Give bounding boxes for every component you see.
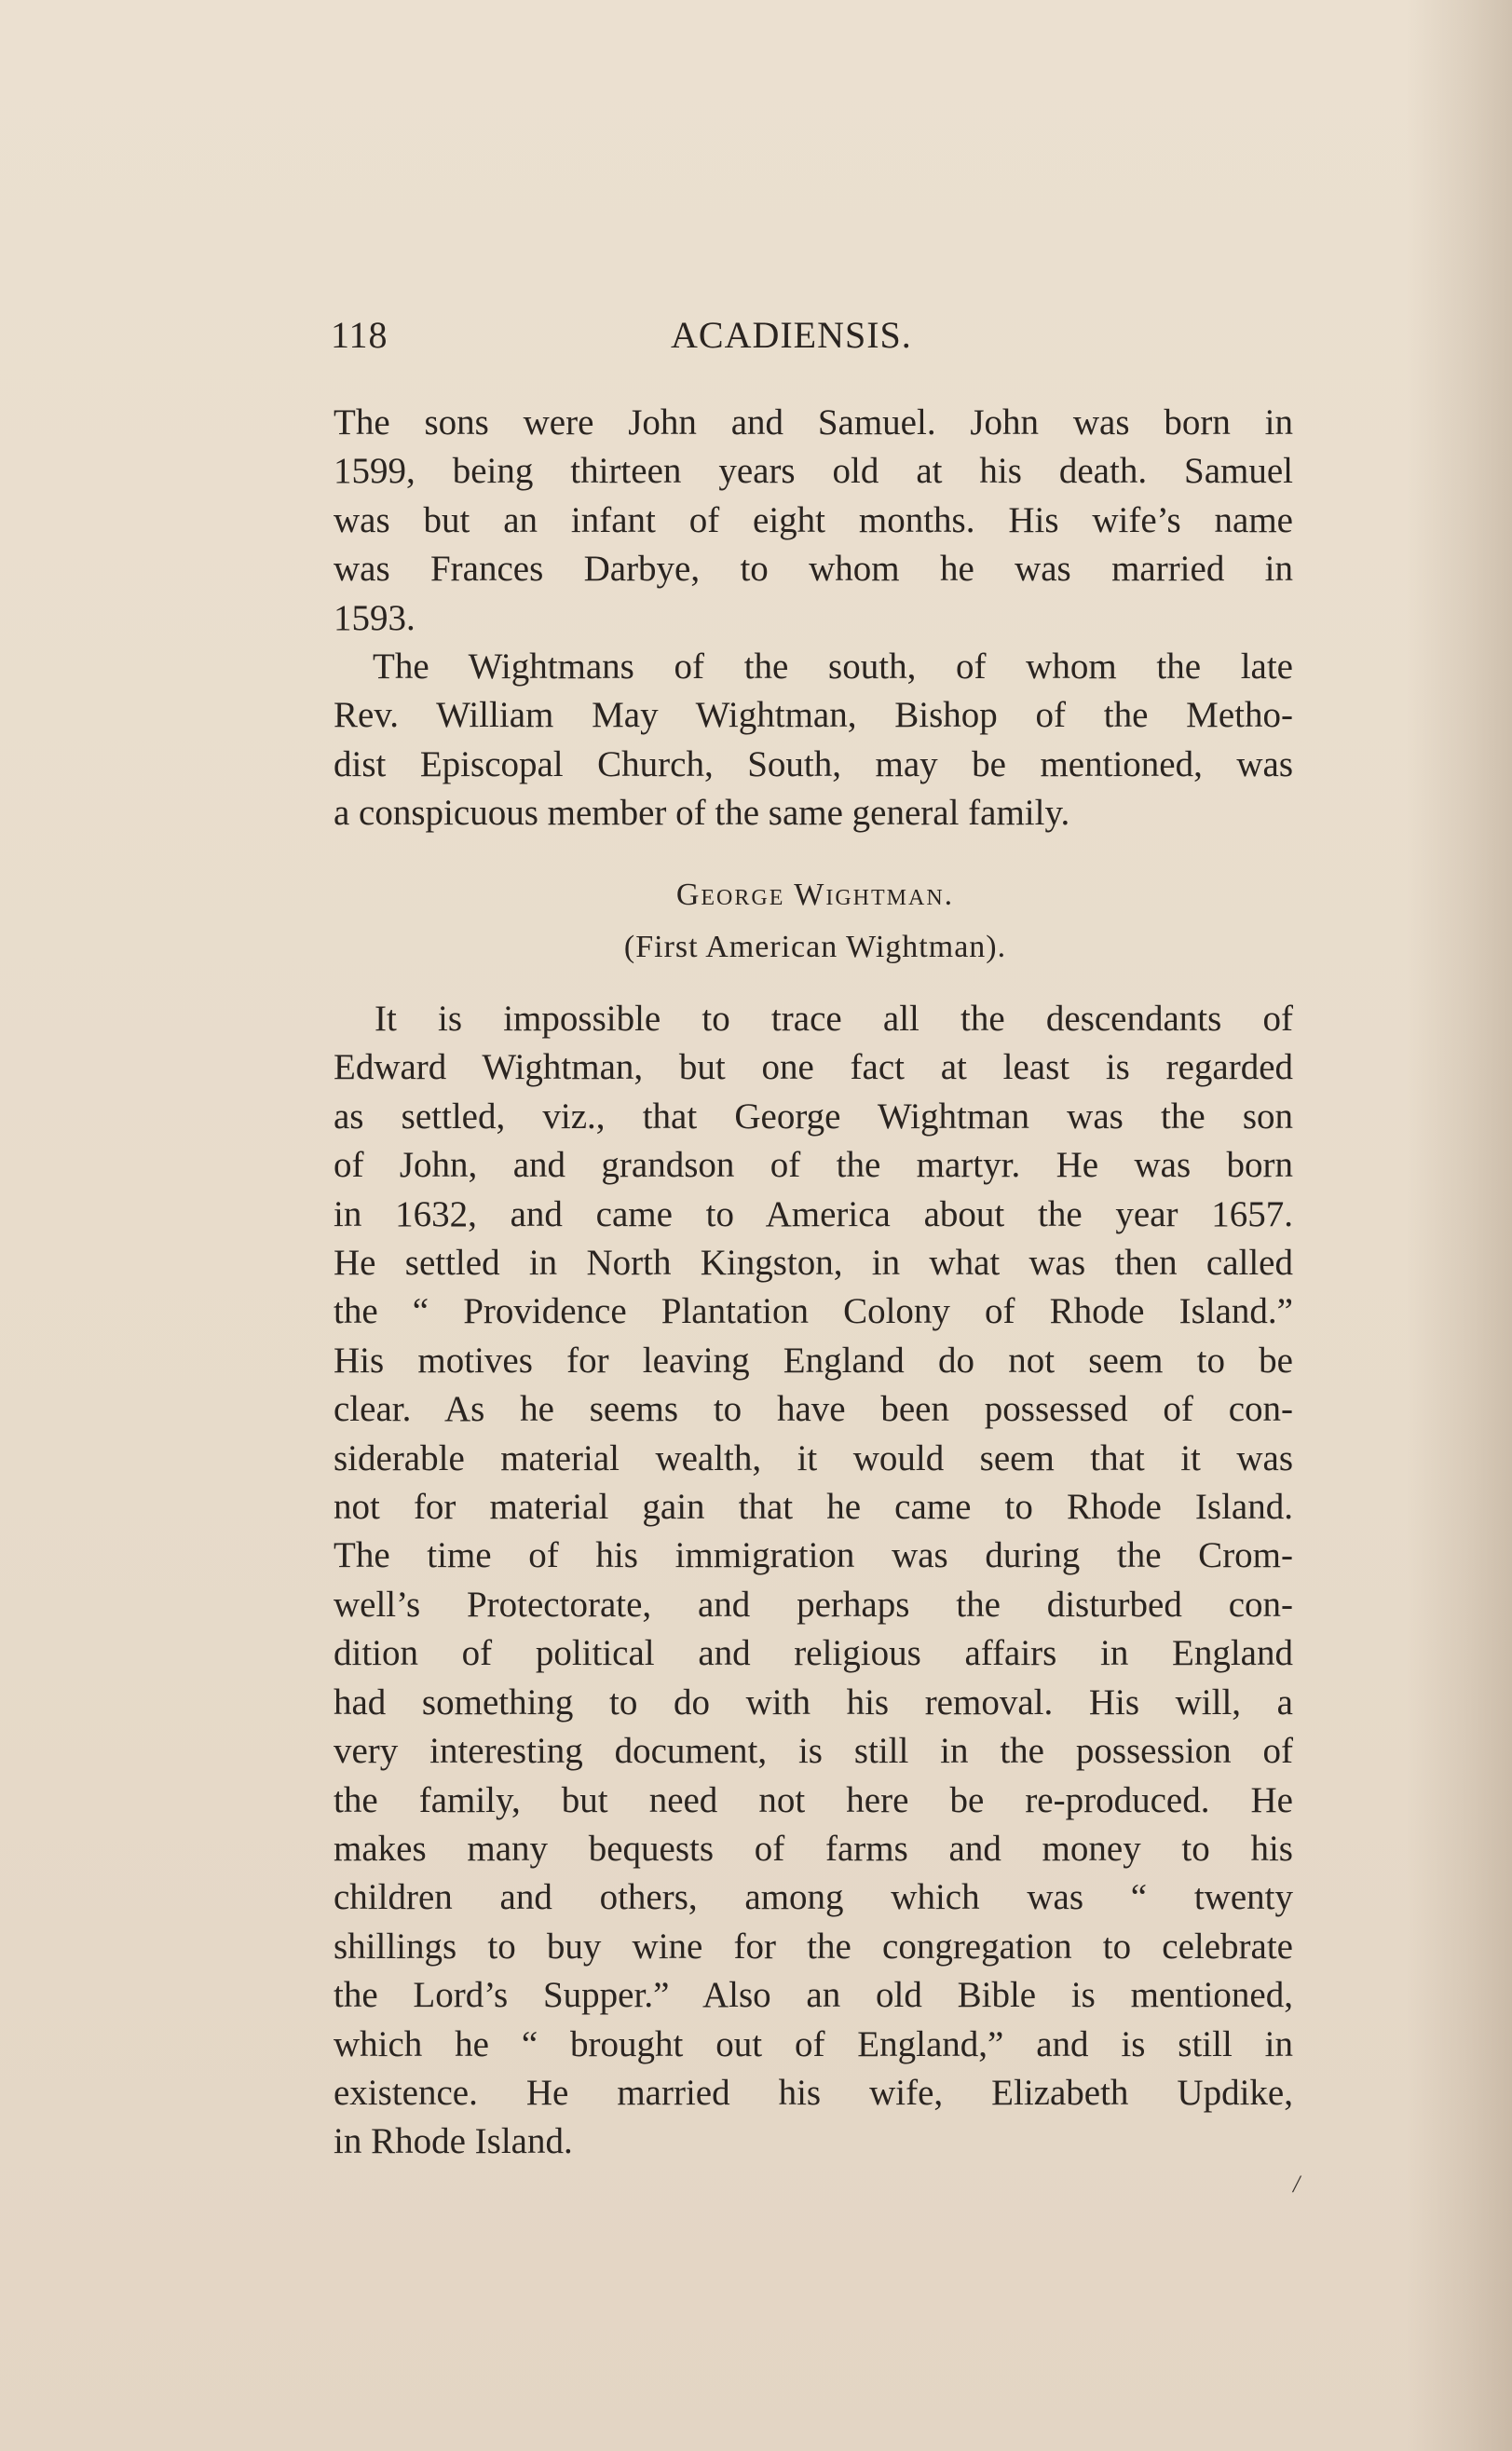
text-line: the family, but need not here be re-produced. He	[334, 1779, 1293, 1820]
text-line: 1593.	[334, 597, 415, 638]
text-line: not for material gain that he came to Rhode Island.	[334, 1487, 1293, 1528]
text-line: Edward Wightman, but one fact at least is regarded	[334, 1047, 1293, 1088]
text-line: makes many bequests of farms and money to his	[334, 1828, 1293, 1869]
text-line: It is impossible to trace all the descendants of	[375, 999, 1293, 1039]
text-line: in 1632, and came to America about the year 1657.	[334, 1193, 1293, 1234]
text-line: The Wightmans of the south, of whom the late	[373, 647, 1293, 688]
paragraph-george-wightman	[334, 995, 1293, 2167]
text-line: The time of his immigration was during the Crom-	[334, 1535, 1293, 1576]
text-line: The sons were John and Samuel. John was born in	[334, 402, 1293, 443]
text-line: Rev. William May Wightman, Bishop of the Metho-	[334, 695, 1293, 736]
text-line: very interesting document, is still in the possession of	[334, 1731, 1293, 1772]
text-line: was but an infant of eight months. His wife’s name	[334, 499, 1293, 540]
text-line: children and others, among which was “ twenty	[334, 1877, 1293, 1918]
text-line: siderable material wealth, it would seem that it was	[334, 1437, 1293, 1478]
text-line: clear. As he seems to have been possessed of con-	[334, 1389, 1293, 1430]
section-subheading: (First American Wightman).	[623, 930, 1007, 964]
text-line: had something to do with his removal. His will, a	[334, 1682, 1293, 1723]
opening-text	[334, 399, 1293, 838]
page-number: 118	[331, 314, 388, 356]
paragraph-sons	[334, 399, 1293, 643]
text-line: well’s Protectorate, and perhaps the disturbed con-	[334, 1584, 1293, 1625]
paragraph-southern-wightmans	[334, 643, 1293, 838]
text-line: as settled, viz., that George Wightman was the son	[334, 1096, 1293, 1137]
george-wightman-text	[334, 995, 1293, 2167]
text-line: the Lord’s Supper.” Also an old Bible is mentioned,	[334, 1975, 1293, 2016]
page-header	[331, 313, 1300, 369]
text-line: the “ Providence Plantation Colony of Rhode Island.”	[334, 1291, 1293, 1332]
running-head: ACADIENSIS.	[671, 314, 912, 356]
margin-mark: /	[1293, 2171, 1301, 2198]
text-line: in Rhode Island.	[334, 2121, 573, 2162]
text-line: of John, and grandson of the martyr. He was born	[334, 1145, 1293, 1186]
text-line: dist Episcopal Church, South, may be mentioned, was	[334, 743, 1293, 784]
text-line: existence. He married his wife, Elizabeth Updike,	[334, 2072, 1293, 2113]
text-line: He settled in North Kingston, in what was then called	[334, 1243, 1293, 1284]
text-line: was Frances Darbye, to whom he was married in	[334, 549, 1293, 590]
text-line: His motives for leaving England do not seem to be	[334, 1340, 1293, 1381]
text-line: 1599, being thirteen years old at his death. Samuel	[334, 451, 1293, 492]
section-heading: George Wightman.	[675, 878, 955, 912]
text-line: dition of political and religious affairs in England	[334, 1633, 1293, 1674]
text-line: a conspicuous member of the same general family.	[334, 793, 1070, 834]
text-line: which he “ brought out of England,” and is still in	[334, 2023, 1293, 2064]
text-line: shillings to buy wine for the congregation to celebrate	[334, 1926, 1293, 1967]
